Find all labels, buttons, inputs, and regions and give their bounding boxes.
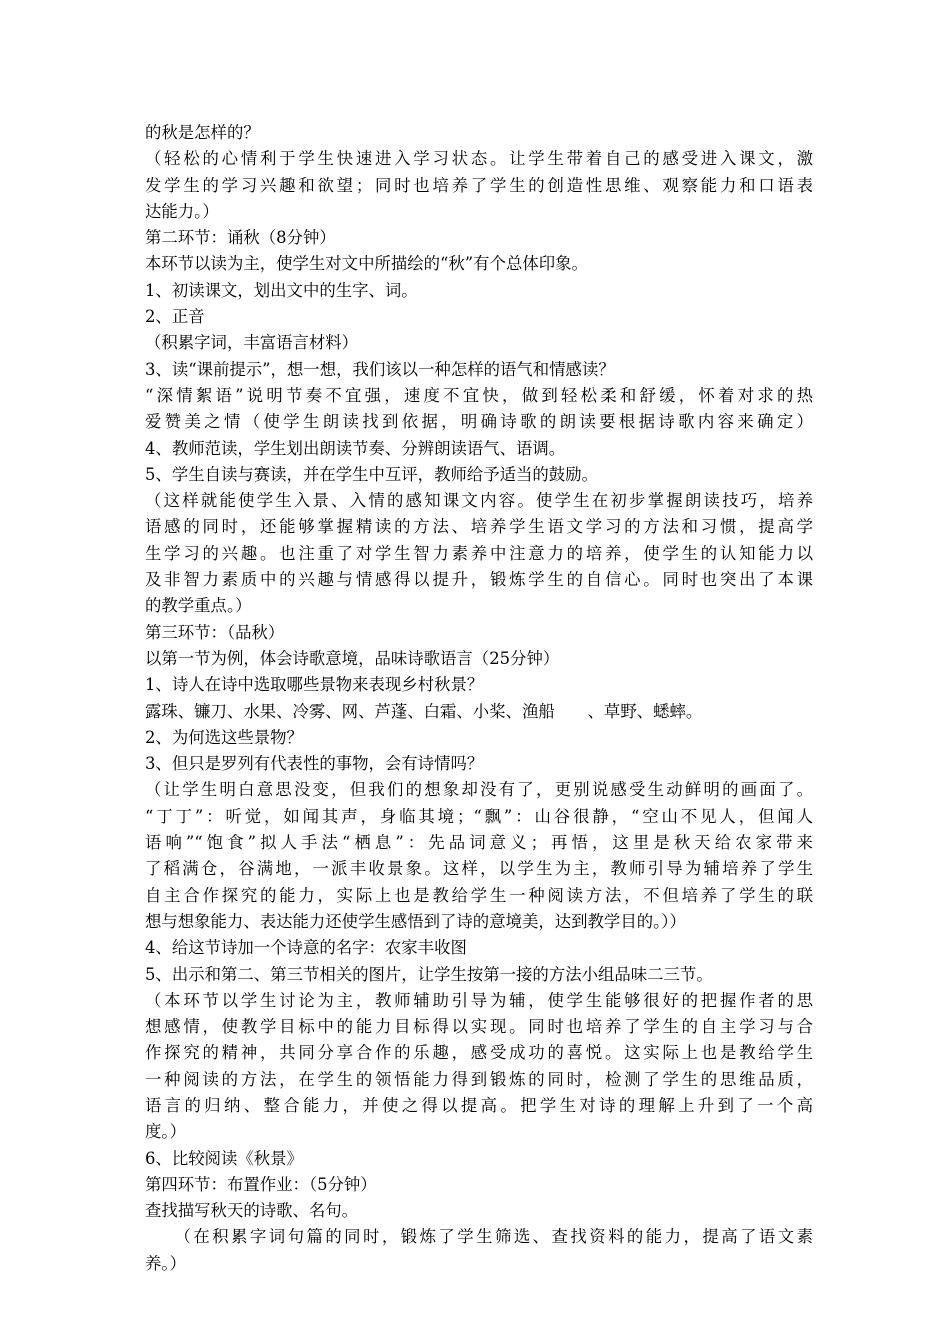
text-line: （在积累字词句篇的同时，锻炼了学生筛选、查找资料的能力，提高了语文素 [145,1227,813,1247]
text-line: 爱赞美之情（使学生朗读找到依据，明确诗歌的朗读要根据诗歌内容来确定） [145,412,813,432]
list-item: 1、初读课文，划出文中的生字、词。 [145,280,418,300]
section-heading: 第三环节：（品秋） [145,622,285,642]
list-item: 3、读“课前提示”，想一想，我们该以一种怎样的语气和情感读？ [145,359,615,379]
text-line: “丁丁”：听觉，如闻其声，身临其境；“飘”：山谷很静，“空山不见人，但闻人 [145,806,813,826]
text-line: 语言的归纳、整合能力，并使之得以提高。把学生对诗的理解上升到了一个高 [145,1095,813,1115]
document-body [145,120,813,1277]
text-line: 度。） [145,1122,186,1142]
text-line: （本环节以学生讨论为主，教师辅助引导为辅，使学生能够很好的把握作者的思 [145,990,813,1010]
text-line: 查找描写秋天的诗歌、名句。 [145,1201,359,1221]
text-line: （让学生明白意思没变，但我们的想象却没有了，更别说感受生动鲜明的画面了。 [145,780,813,800]
list-item: 3、但只是罗列有代表性的事物，会有诗情吗？ [145,754,484,774]
text-line: 一种阅读的方法，在学生的领悟能力得到锻炼的同时，检测了学生的思维品质， [145,1069,813,1089]
text-line: 的教学重点。） [145,596,252,616]
text-line: （积累字词，丰富语言材料） [145,333,359,353]
text-line: 本环节以读为主，使学生对文中所描绘的“秋”有个总体印象。 [145,254,588,274]
text-line: 语感的同时，还能够掌握精读的方法、培养学生语文学习的方法和习惯，提高学 [145,517,813,537]
text-line: 达能力。） [145,201,219,221]
text-line: 养。） [145,1253,186,1273]
text-line: （轻松的心情利于学生快速进入学习状态。让学生带着自己的感受进入课文，激 [145,149,813,169]
text-line: “深情絮语”说明节奏不宜强，速度不宜快，做到轻松柔和舒缓，怀着对求的热 [145,385,813,405]
list-item: 5、学生自读与赛读，并在学生中互评，教师给予适当的鼓励。 [145,464,598,484]
text-line: 语响”“饱食”拟人手法“栖息”：先品词意义；再悟，这里是秋天给农家带来 [145,833,813,853]
list-item: 5、出示和第二、第三节相关的图片，让学生按第一接的方法小组品味二三节。 [145,964,713,984]
list-item: 2、正音 [145,307,205,327]
text-line: 想感情，使教学目标中的能力目标得以实现。同时也培养了学生的自主学习与合 [145,1017,813,1037]
list-item: 4、教师范读，学生划出朗读节奏、分辨朗读语气、语调。 [145,438,566,458]
text-line: 作探究的精神，共同分享合作的乐趣，感受成功的喜悦。这实际上也是教给学生 [145,1043,813,1063]
text-line: 及非智力素质中的兴趣与情感得以提升，锻炼学生的自信心。同时也突出了本课 [145,570,813,590]
text-line: 以第一节为例，体会诗歌意境，品味诗歌语言（25分钟） [145,648,560,668]
section-heading: 第四环节：布置作业：（5分钟） [145,1174,377,1194]
text-line: 自主合作探究的能力，实际上也是教给学生一种阅读方法，不但培养了学生的联 [145,885,813,905]
text-line: 的秋是怎样的？ [145,123,260,142]
text-line: （这样就能使学生入景、入情的感知课文内容。使学生在初步掌握朗读技巧，培养 [145,491,813,511]
text-line: 了稻满仓，谷满地，一派丰收景象。这样，以学生为主，教师引导为辅培养了学生 [145,859,813,879]
section-heading: 第二环节：诵秋（8分钟） [145,228,336,248]
text-line: 生学习的兴趣。也注重了对学生智力素养中注意力的培养，使学生的认知能力以 [145,543,813,563]
text-line: 发学生的学习兴趣和欲望；同时也培养了学生的创造性思维、观察能力和口语表 [145,175,813,195]
list-item: 1、诗人在诗中选取哪些景物来表现乡村秋景？ [145,675,484,695]
text-line: 露珠、镰刀、水果、冷雾、网、芦蓬、白霜、小桨、渔船 、草野、蟋蟀。 [145,701,703,721]
list-item: 6、比较阅读《秋景》 [145,1148,303,1168]
text-line: 想与想象能力、表达能力还使学生感悟到了诗的意境美，达到教学目的。）） [145,911,686,931]
list-item: 4、给这节诗加一个诗意的名字：农家丰收图 [145,938,467,958]
list-item: 2、为何选这些景物？ [145,727,303,747]
